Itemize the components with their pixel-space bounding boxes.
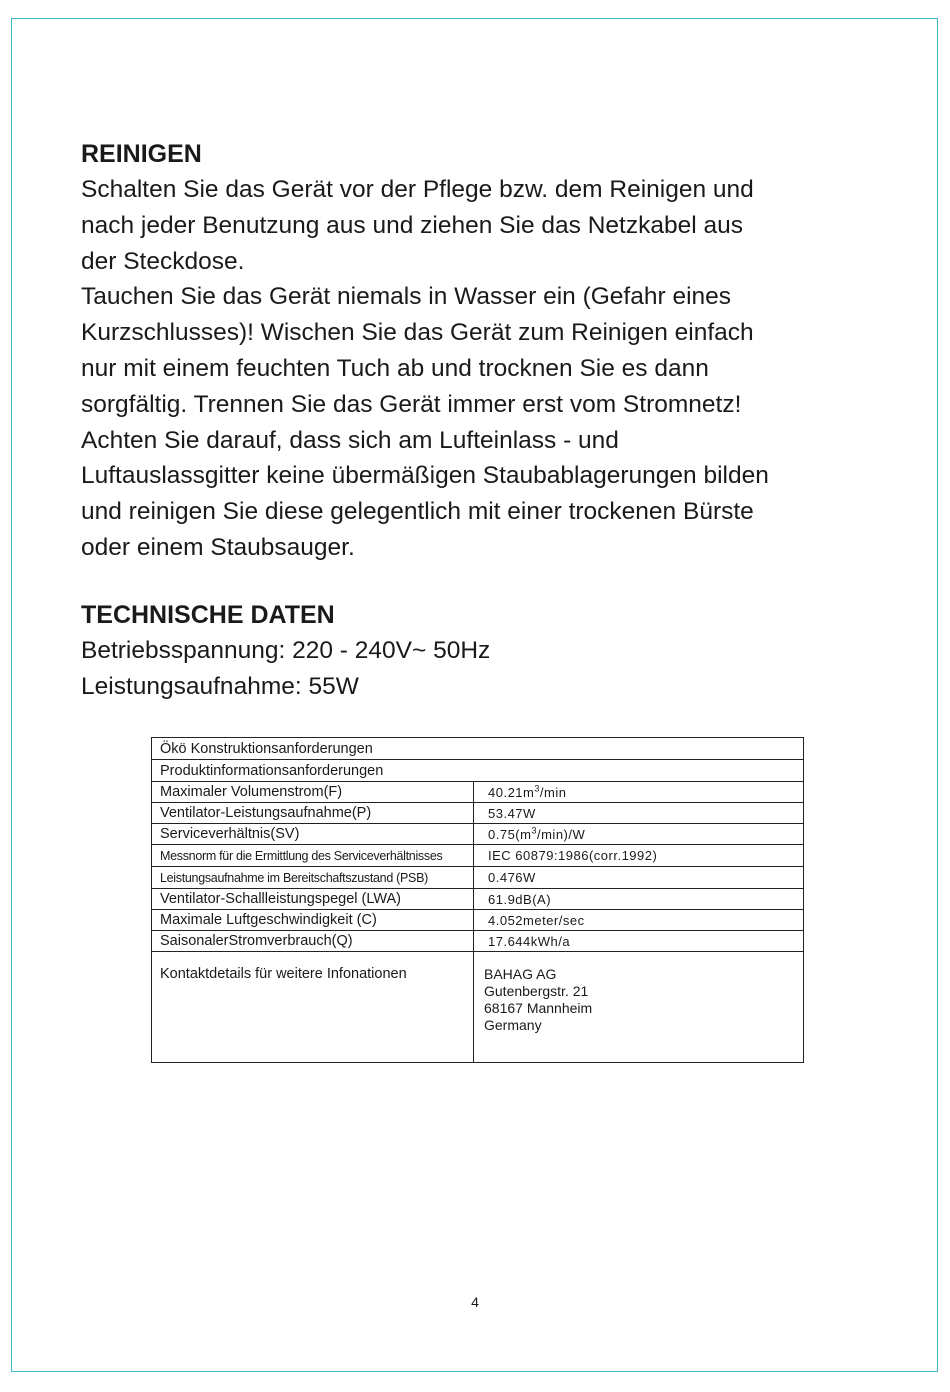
row-label: Maximaler Volumenstrom(F) bbox=[152, 782, 474, 803]
row-value: 0.476W bbox=[474, 867, 804, 889]
address-line: 68167 Mannheim bbox=[484, 1000, 593, 1016]
row-label: Ventilator-Leistungsaufnahme(P) bbox=[152, 803, 474, 824]
row-value: 61.9dB(A) bbox=[474, 889, 804, 910]
value-superscript: 3 bbox=[531, 825, 537, 836]
page-number: 4 bbox=[471, 1294, 479, 1310]
technical-heading: TECHNISCHE DATEN bbox=[81, 601, 335, 629]
cleaning-text bbox=[81, 172, 871, 566]
text-line: oder einem Staubsauger. bbox=[81, 533, 355, 561]
text-line: nach jeder Benutzung aus und ziehen Sie das Netzkabel aus bbox=[81, 211, 743, 239]
row-value bbox=[474, 782, 804, 803]
text-line: und reinigen Sie diese gelegentlich mit einer trockenen Bürste bbox=[81, 498, 754, 526]
contact-row bbox=[152, 952, 804, 1063]
value-main: 0.75(m bbox=[488, 826, 532, 842]
row-label: Maximale Luftgeschwindigkeit (C) bbox=[152, 910, 474, 931]
row-label: Messnorm für die Ermittlung des Serviceverhältnisses bbox=[152, 845, 474, 867]
row-value: 17.644kWh/a bbox=[474, 931, 804, 952]
table-title-row bbox=[152, 738, 804, 760]
row-label: Serviceverhältnis(SV) bbox=[152, 824, 474, 845]
row-value: IEC 60879:1986(corr.1992) bbox=[474, 845, 804, 867]
text-line: sorgfältig. Trennen Sie das Gerät immer erst vom Stromnetz! bbox=[81, 390, 742, 418]
value-tail: /min)/W bbox=[536, 826, 586, 842]
table-row bbox=[152, 824, 804, 845]
row-label: Leistungsaufnahme im Bereitschaftszustand (PSB) bbox=[152, 867, 474, 889]
text-line: Tauchen Sie das Gerät niemals in Wasser ein (Gefahr eines bbox=[81, 283, 732, 311]
value-superscript: 3 bbox=[534, 783, 540, 794]
table-row bbox=[152, 803, 804, 824]
address-line: Germany bbox=[484, 1017, 542, 1033]
table-row bbox=[152, 782, 804, 803]
table-subtitle-row bbox=[152, 760, 804, 782]
table-title: Ökö Konstruktionsanforderungen bbox=[152, 738, 804, 760]
value-main: 40.21m bbox=[488, 784, 535, 800]
table-row bbox=[152, 889, 804, 910]
table-row bbox=[152, 867, 804, 889]
text-line: Kurzschlusses)! Wischen Sie das Gerät zum Reinigen einfach bbox=[81, 319, 754, 347]
voltage-spec: Betriebsspannung: 220 - 240V~ 50Hz bbox=[81, 637, 491, 664]
contact-label: Kontaktdetails für weitere Infonationen bbox=[152, 952, 474, 1063]
table-row bbox=[152, 845, 804, 867]
contact-address bbox=[474, 952, 804, 1063]
address-line: BAHAG AG bbox=[484, 966, 557, 982]
value-tail: /min bbox=[539, 784, 567, 800]
row-label: Ventilator-Schallleistungspegel (LWA) bbox=[152, 889, 474, 910]
text-line: nur mit einem feuchten Tuch ab und trocknen Sie es dann bbox=[81, 354, 709, 382]
text-line: Schalten Sie das Gerät vor der Pflege bzw. dem Reinigen und bbox=[81, 176, 754, 203]
row-value: 4.052meter/sec bbox=[474, 910, 804, 931]
address-line: Gutenbergstr. 21 bbox=[484, 983, 589, 999]
row-value bbox=[474, 824, 804, 845]
text-line: der Steckdose. bbox=[81, 247, 245, 275]
row-value: 53.47W bbox=[474, 803, 804, 824]
cleaning-section bbox=[81, 136, 871, 566]
power-spec: Leistungsaufnahme: 55W bbox=[81, 672, 359, 700]
row-label: SaisonalerStromverbrauch(Q) bbox=[152, 931, 474, 952]
text-line: Achten Sie darauf, dass sich am Lufteinlass - und bbox=[81, 426, 619, 454]
technical-section bbox=[81, 597, 871, 705]
eco-requirements-table bbox=[151, 737, 804, 1063]
table-row bbox=[152, 910, 804, 931]
table-subtitle: Produktinformationsanforderungen bbox=[152, 760, 804, 782]
table-row bbox=[152, 931, 804, 952]
cleaning-heading: REINIGEN bbox=[81, 140, 202, 168]
text-line: Luftauslassgitter keine übermäßigen Staubablagerungen bilden bbox=[81, 462, 769, 490]
